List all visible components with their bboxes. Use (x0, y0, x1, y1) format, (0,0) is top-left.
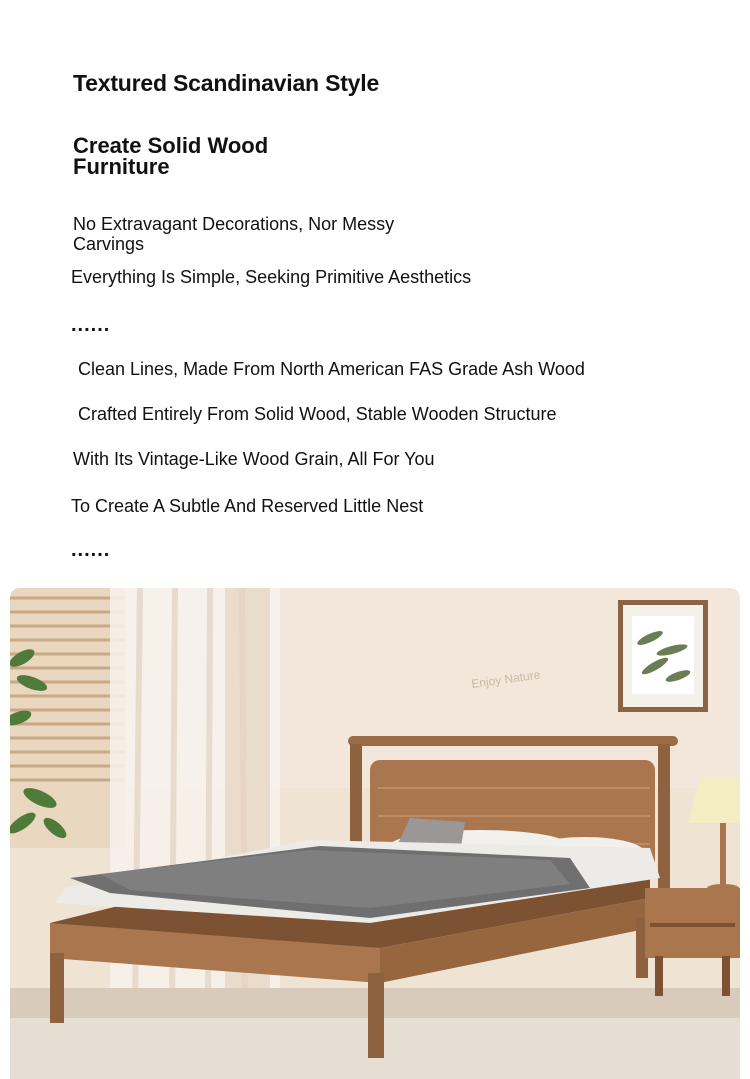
intro-text (73, 214, 394, 254)
page-title: Textured Scandinavian Style (73, 70, 380, 96)
subheading-line-1: Create Solid Wood (73, 133, 269, 158)
intro-line-2: Carvings (73, 234, 145, 254)
feature-line-4: To Create A Subtle And Reserved Little Nest (71, 496, 424, 516)
feature-line-3: With Its Vintage-Like Wood Grain, All For You (73, 449, 435, 469)
bedroom-illustration (10, 588, 740, 1079)
subheading-line-2: Furniture (73, 154, 170, 179)
ellipsis-divider-1: ...... (71, 314, 111, 336)
framed-art (618, 600, 708, 712)
ellipsis-divider-2: ...... (71, 539, 111, 561)
watermark: Enjoy Nature (470, 667, 542, 691)
intro-line-3: Everything Is Simple, Seeking Primitive Aesthetics (71, 267, 472, 287)
intro-line-1: No Extravagant Decorations, Nor Messy (73, 214, 395, 234)
feature-line-1: Clean Lines, Made From North American FAS Grade Ash Wood (78, 359, 585, 379)
bedroom-photo (10, 588, 740, 1079)
subheading (73, 135, 268, 177)
feature-line-2: Crafted Entirely From Solid Wood, Stable Wooden Structure (78, 404, 557, 424)
